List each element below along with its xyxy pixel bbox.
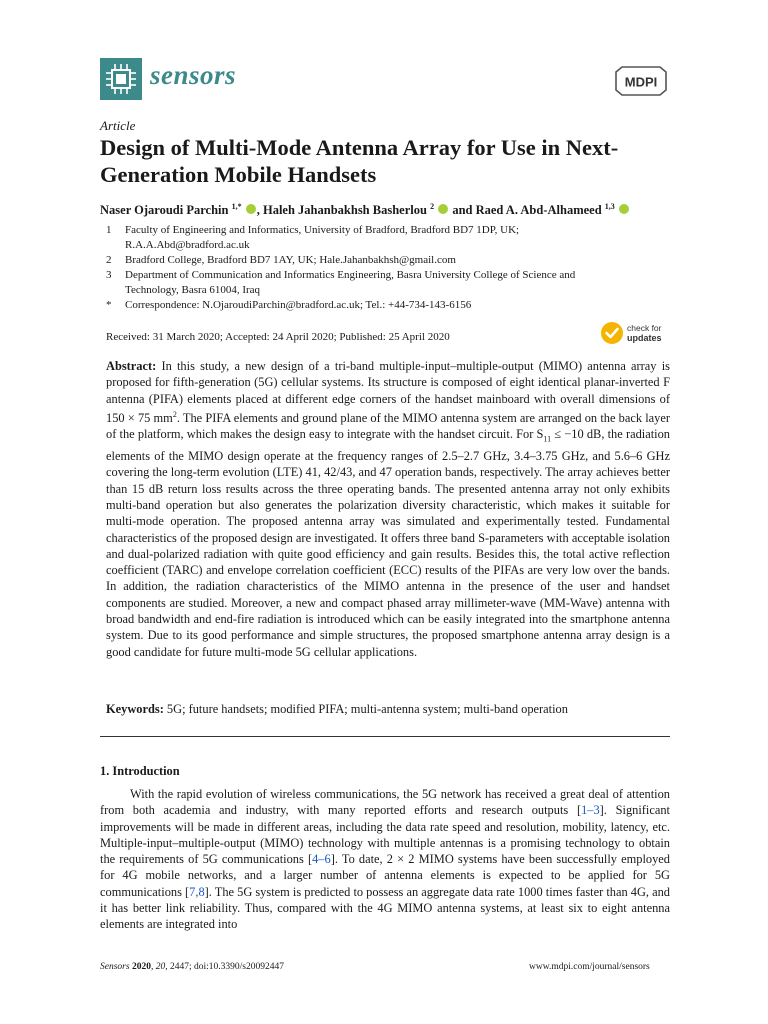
affiliation-text-cont: Technology, Basra 61004, Iraq: [125, 284, 261, 296]
affiliation-number: 2: [106, 254, 112, 266]
body-text: With the rapid evolution of wireless communications, the 5G network has received a great deal of attention from both academia and industry, with many reported efforts and research outputs [: [100, 787, 670, 818]
author-separator: ,: [256, 203, 263, 218]
affiliation-item: [106, 223, 676, 253]
author-name: Naser Ojaroudi Parchin: [100, 203, 229, 218]
author-name: Haleh Jahanbakhsh Basherlou: [262, 203, 427, 218]
affiliation-number: 1: [106, 224, 112, 236]
keywords-label: Keywords:: [106, 702, 164, 716]
abstract-text: ≤ −10 dB, the radiation elements of the MIMO design operate at the frequency ranges of 2.5–2.7 GHz, 3.4–3.75 GHz, and 5.6–6 GHz covering the long-term evolution (LTE) 41, 42/43, and 47 operation bands, respectively. The array achieves better than 15 dB return loss results across the three operating bands. The presented antenna array not only exhibits multi-band operation but also generates the polarization diversity characteristic, which makes it suitable for multi-mode operation. The proposed antenna array was simulated and experimentally tested. Fundamental characteristics of the proposed design are investigated. It offers three band S-parameters with acceptable isolation and dual-polarized radiation with quite good efficiency and gain results. Besides this, the total active reflection coefficient (TARC) and envelope correlation coefficient (ECC) results of the PIFAs are very low over the bands. In addition, the radiation characteristics of the MIMO antenna in the presence of the user and handset components are studied. Moreover, a new and compact phased array millimeter-wave (MM-Wave) antenna with broad bandwidth and end-fire radiation is introduced which can be easily integrated into the smartphone antenna system. Due to its good performance and simple structures, the proposed smartphone antenna array design is a good candidate for future multi-mode 5G cellular applications.: [106, 427, 670, 659]
affiliation-list: [106, 223, 676, 313]
check-updates-line1: check for: [627, 323, 662, 333]
check-updates-line2: updates: [627, 333, 662, 343]
orcid-icon[interactable]: [438, 204, 448, 214]
citation-separator: ,: [195, 884, 199, 899]
check-for-updates-button[interactable]: [600, 320, 672, 351]
author-name: Raed A. Abd-Alhameed: [475, 203, 602, 218]
author-affiliation-marker: 1,*: [231, 202, 242, 211]
author-separator: and: [449, 203, 476, 218]
footer-doi: , 2447; doi:10.3390/s20092447: [165, 962, 284, 972]
author-affiliation-marker: 2: [430, 202, 435, 211]
section-divider: [100, 736, 670, 737]
footer-citation: Sensors 2020, 20, 2447; doi:10.3390/s20092447: [100, 962, 284, 972]
body-text: ]. Significant improvements will be made in different areas, including the data rate speed and resolution, mobility, latency, etc. Multiple-input–multiple-output (MIMO) technology with multiple antennas is a promising technology to obtain the requirements of 5G communications [: [100, 803, 670, 867]
journal-name: sensors: [150, 60, 237, 90]
citation-link[interactable]: 8: [198, 884, 205, 899]
section-heading: 1. Introduction: [100, 764, 180, 778]
affiliation-text: Department of Communication and Informatics Engineering, Basra University College of Science and: [125, 269, 576, 281]
abstract-text: In this study, a new design of a tri-band multiple-input–multiple-output (MIMO) antenna array is proposed for fifth-generation (5G) cellular systems. Its structure is composed of eight identical planar-inverted F antenna (PIFA) elements placed at different edge corners of the handset mainboard with overall dimensions of 150 × 75 mm: [106, 359, 670, 426]
abstract-superscript: 2: [172, 409, 177, 419]
mdpi-logo-icon: [612, 66, 670, 101]
citation-link[interactable]: 1–3: [581, 803, 600, 818]
footer-year: 2020: [131, 962, 151, 972]
footer-url[interactable]: www.mdpi.com/journal/sensors: [529, 962, 650, 972]
body-text: ]. To date, 2 × 2 MIMO systems have been successfully employed for 4G mobile networks, and a larger number of antenna elements is expected to be applied for 5G communications [: [100, 852, 670, 899]
intro-paragraph: [100, 786, 670, 933]
affiliation-text: Bradford College, Bradford BD7 1AY, UK; Hale.Jahanbakhsh@gmail.com: [125, 254, 456, 266]
author-affiliation-marker: 1,3: [604, 202, 615, 211]
citation-link[interactable]: 7: [189, 884, 196, 899]
abstract: [106, 358, 670, 660]
mdpi-logo-text: MDPI: [624, 74, 658, 90]
journal-logo-icon: [100, 58, 142, 100]
body-text: ]. The 5G system is predicted to possess an aggregate data rate 1000 times faster than 4G, and it has better link reliability. Thus, compared with the 4G MIMO antenna systems, at least six to eight antenna elements are integrated into: [100, 884, 671, 932]
article-type: Article: [100, 118, 136, 133]
orcid-icon[interactable]: [246, 204, 256, 214]
citation-link[interactable]: 4–6: [312, 852, 331, 867]
publication-dates: Received: 31 March 2020; Accepted: 24 April 2020; Published: 25 April 2020: [106, 331, 450, 343]
abstract-label: Abstract:: [106, 359, 157, 373]
affiliation-text: Faculty of Engineering and Informatics, University of Bradford, Bradford BD7 1DP, UK;: [125, 224, 520, 236]
affiliation-item: [106, 298, 676, 313]
affiliation-item: [106, 253, 676, 268]
orcid-icon[interactable]: [619, 204, 629, 214]
keywords-text: 5G; future handsets; modified PIFA; multi-antenna system; multi-band operation: [163, 702, 568, 716]
affiliation-number: 3: [106, 269, 112, 281]
footer-journal: Sensors: [100, 962, 130, 972]
page-title: Design of Multi-Mode Antenna Array for Use in Next-Generation Mobile Handsets: [100, 135, 619, 187]
affiliation-email[interactable]: R.A.A.Abd@bradford.ac.uk: [125, 239, 250, 251]
footer-volume: 20: [155, 962, 166, 972]
abstract-text: . The PIFA elements and ground plane of the MIMO antenna system are arranged on the back layer of the platform, which makes the design easy to integrate with the handset circuit. For S: [106, 411, 670, 442]
author-list: [100, 202, 680, 218]
abstract-subscript: 11: [543, 434, 552, 444]
keywords: [106, 702, 670, 717]
affiliation-number: *: [106, 299, 112, 311]
affiliation-item: [106, 268, 676, 298]
correspondence-text: Correspondence: N.OjaroudiParchin@bradford.ac.uk; Tel.: +44-734-143-6156: [125, 299, 472, 311]
